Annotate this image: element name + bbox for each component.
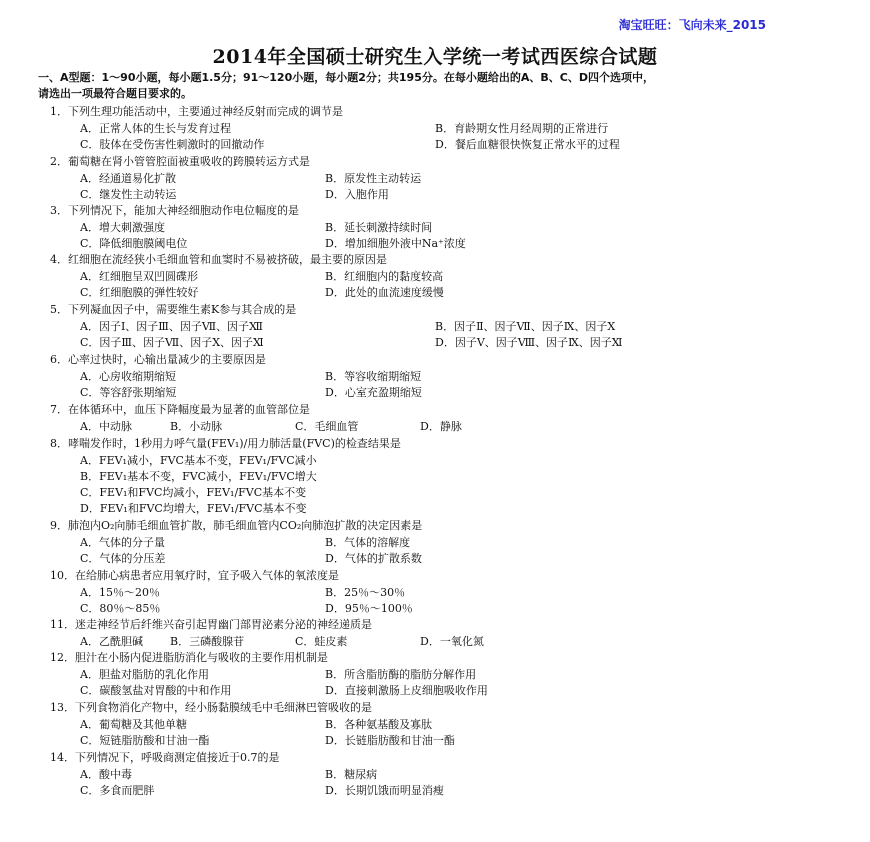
question-8 [50, 436, 830, 517]
option-c: C．蛙皮素 [295, 635, 348, 648]
question-6 [50, 352, 830, 401]
option-d: D．一氧化氮 [420, 635, 484, 648]
option-b: B．糖尿病 [325, 768, 378, 781]
option-b: B．原发性主动转运 [325, 172, 422, 185]
question-9 [50, 518, 830, 567]
option-b: B．等容收缩期缩短 [325, 370, 422, 383]
option-b: B．25％～30％ [325, 586, 406, 599]
option-d: D．因子Ⅴ、因子Ⅷ、因子Ⅸ、因子Ⅺ [435, 336, 623, 349]
option-b: B．育龄期女性月经周期的正常进行 [435, 122, 609, 135]
question-stem: 13．下列食物消化产物中，经小肠黏膜绒毛中毛细淋巴管吸收的是 [50, 701, 372, 714]
options-row [50, 733, 830, 749]
question-7 [50, 402, 830, 435]
options-row [50, 269, 830, 285]
options-row [50, 285, 830, 301]
option-d: D．95％～100％ [325, 602, 413, 615]
question-stem: 6．心率过快时，心输出量减少的主要原因是 [50, 353, 266, 366]
option-c: C．肢体在受伤害性刺激时的回撤动作 [80, 138, 265, 151]
option-a: A．气体的分子量 [80, 536, 165, 549]
options-row [50, 783, 830, 799]
option-b: B．因子Ⅱ、因子Ⅶ、因子Ⅸ、因子Ⅹ [435, 320, 616, 333]
option-d: D．气体的扩散系数 [325, 552, 422, 565]
options-row [50, 601, 830, 617]
exam-title: 2014年全国硕士研究生入学统一考试西医综合试题 [212, 46, 658, 68]
options-row [50, 535, 830, 551]
question-stem: 5．下列凝血因子中，需要维生素K参与其合成的是 [50, 303, 297, 316]
option-d: D．餐后血糖很快恢复正常水平的过程 [435, 138, 620, 151]
option-b: B．三磷酸腺苷 [170, 635, 245, 648]
option-c: C．毛细血管 [295, 420, 359, 433]
question-stem: 3．下列情况下，能加大神经细胞动作电位幅度的是 [50, 204, 299, 217]
options-row [50, 236, 830, 252]
option-a: A．因子Ⅰ、因子Ⅲ、因子Ⅶ、因子Ⅻ [80, 320, 263, 333]
option-d: D．入胞作用 [325, 188, 389, 201]
option-c: C．多食而肥胖 [80, 784, 155, 797]
section-instructions-line2: 请选出一项最符合题目要求的。 [38, 87, 192, 100]
option-b: B．FEV₁基本不变，FVC减小，FEV₁/FVC增大 [80, 470, 317, 483]
question-11 [50, 617, 830, 650]
option-d: D．静脉 [420, 420, 462, 433]
question-1 [50, 104, 830, 153]
option-c: C．等容舒张期缩短 [80, 386, 177, 399]
question-stem: 12．胆汁在小肠内促进脂肪消化与吸收的主要作用机制是 [50, 651, 328, 664]
options-row [50, 385, 830, 401]
question-14 [50, 750, 830, 799]
question-3 [50, 203, 830, 252]
question-4 [50, 252, 830, 301]
section-header [38, 70, 838, 102]
option-a: A．葡萄糖及其他单糖 [80, 718, 187, 731]
option-d: D．长链脂肪酸和甘油一酯 [325, 734, 455, 747]
option-c: C．80％～85％ [80, 602, 161, 615]
option-b: B．小动脉 [170, 420, 223, 433]
option-d: D．FEV₁和FVC均增大，FEV₁/FVC基本不变 [80, 502, 307, 515]
options-row [50, 220, 830, 236]
option-d: D．长期饥饿而明显消瘦 [325, 784, 444, 797]
options-row [50, 453, 830, 469]
options-row [50, 319, 830, 335]
question-stem: 14．下列情况下，呼吸商测定值接近于0.7的是 [50, 751, 280, 764]
options-row [50, 187, 830, 203]
option-a: A．乙酰胆碱 [80, 635, 143, 648]
option-c: C．降低细胞膜阈电位 [80, 237, 188, 250]
options-row [50, 667, 830, 683]
question-stem: 7．在体循环中，血压下降幅度最为显著的血管部位是 [50, 403, 310, 416]
question-stem: 10．在给肺心病患者应用氧疗时，宜予吸入气体的氧浓度是 [50, 569, 339, 582]
options-row [50, 634, 830, 650]
options-row [50, 485, 830, 501]
options-row [50, 335, 830, 351]
option-c: C．因子Ⅲ、因子Ⅶ、因子Ⅹ、因子Ⅺ [80, 336, 264, 349]
option-a: A．红细胞呈双凹圆碟形 [80, 270, 198, 283]
question-stem: 1．下列生理功能活动中，主要通过神经反射而完成的调节是 [50, 105, 343, 118]
option-d: D．直接刺激肠上皮细胞吸收作用 [325, 684, 488, 697]
option-b: B．气体的溶解度 [325, 536, 411, 549]
option-a: A．FEV₁减小，FVC基本不变，FEV₁/FVC减小 [80, 454, 317, 467]
options-row [50, 683, 830, 699]
question-stem: 2．葡萄糖在肾小管管腔面被重吸收的跨膜转运方式是 [50, 155, 310, 168]
question-stem: 8．哮喘发作时，1秒用力呼气量(FEV₁)/用力肺活量(FVC)的检查结果是 [50, 437, 401, 450]
options-row [50, 121, 830, 137]
options-row [50, 501, 830, 517]
options-row [50, 137, 830, 153]
option-c: C．FEV₁和FVC均减小，FEV₁/FVC基本不变 [80, 486, 307, 499]
option-b: B．红细胞内的黏度较高 [325, 270, 444, 283]
watermark-text: 淘宝旺旺：飞向未来_2015 [618, 18, 766, 32]
question-5 [50, 302, 830, 351]
option-d: D．此处的血流速度缓慢 [325, 286, 444, 299]
option-a: A．15％～20％ [80, 586, 160, 599]
options-row [50, 369, 830, 385]
option-a: A．经通道易化扩散 [80, 172, 176, 185]
option-d: D．心室充盈期缩短 [325, 386, 422, 399]
option-c: C．继发性主动转运 [80, 188, 177, 201]
question-13 [50, 700, 830, 749]
option-b: B．延长刺激持续时间 [325, 221, 433, 234]
options-row [50, 767, 830, 783]
options-row [50, 551, 830, 567]
question-stem: 4．红细胞在流经狭小毛细血管和血窦时不易被挤破，最主要的原因是 [50, 253, 387, 266]
option-a: A．中动脉 [80, 420, 132, 433]
options-row [50, 419, 830, 435]
question-2 [50, 154, 830, 203]
options-row [50, 469, 830, 485]
options-row [50, 717, 830, 733]
question-stem: 11．迷走神经节后纤维兴奋引起胃幽门部胃泌素分泌的神经递质是 [50, 618, 372, 631]
options-row [50, 585, 830, 601]
options-row [50, 171, 830, 187]
option-c: C．红细胞膜的弹性较好 [80, 286, 199, 299]
option-a: A．胆盐对脂肪的乳化作用 [80, 668, 209, 681]
section-instructions-line1: 一、A型题：1～90小题，每小题1.5分；91～120小题，每小题2分；共195分。在每小题给出的A、B、C、D四个选项中， [38, 71, 654, 84]
question-10 [50, 568, 830, 617]
option-c: C．气体的分压差 [80, 552, 166, 565]
option-b: B．各种氨基酸及寡肽 [325, 718, 433, 731]
option-c: C．碳酸氢盐对胃酸的中和作用 [80, 684, 232, 697]
option-a: A．酸中毒 [80, 768, 132, 781]
option-a: A．心房收缩期缩短 [80, 370, 176, 383]
option-b: B．所含脂肪酶的脂肪分解作用 [325, 668, 477, 681]
question-stem: 9．肺泡内O₂向肺毛细血管扩散，肺毛细血管内CO₂向肺泡扩散的决定因素是 [50, 519, 423, 532]
option-c: C．短链脂肪酸和甘油一酯 [80, 734, 210, 747]
option-a: A．增大刺激强度 [80, 221, 165, 234]
option-a: A．正常人体的生长与发育过程 [80, 122, 231, 135]
question-12 [50, 650, 830, 699]
option-d: D．增加细胞外液中Na⁺浓度 [325, 237, 466, 250]
